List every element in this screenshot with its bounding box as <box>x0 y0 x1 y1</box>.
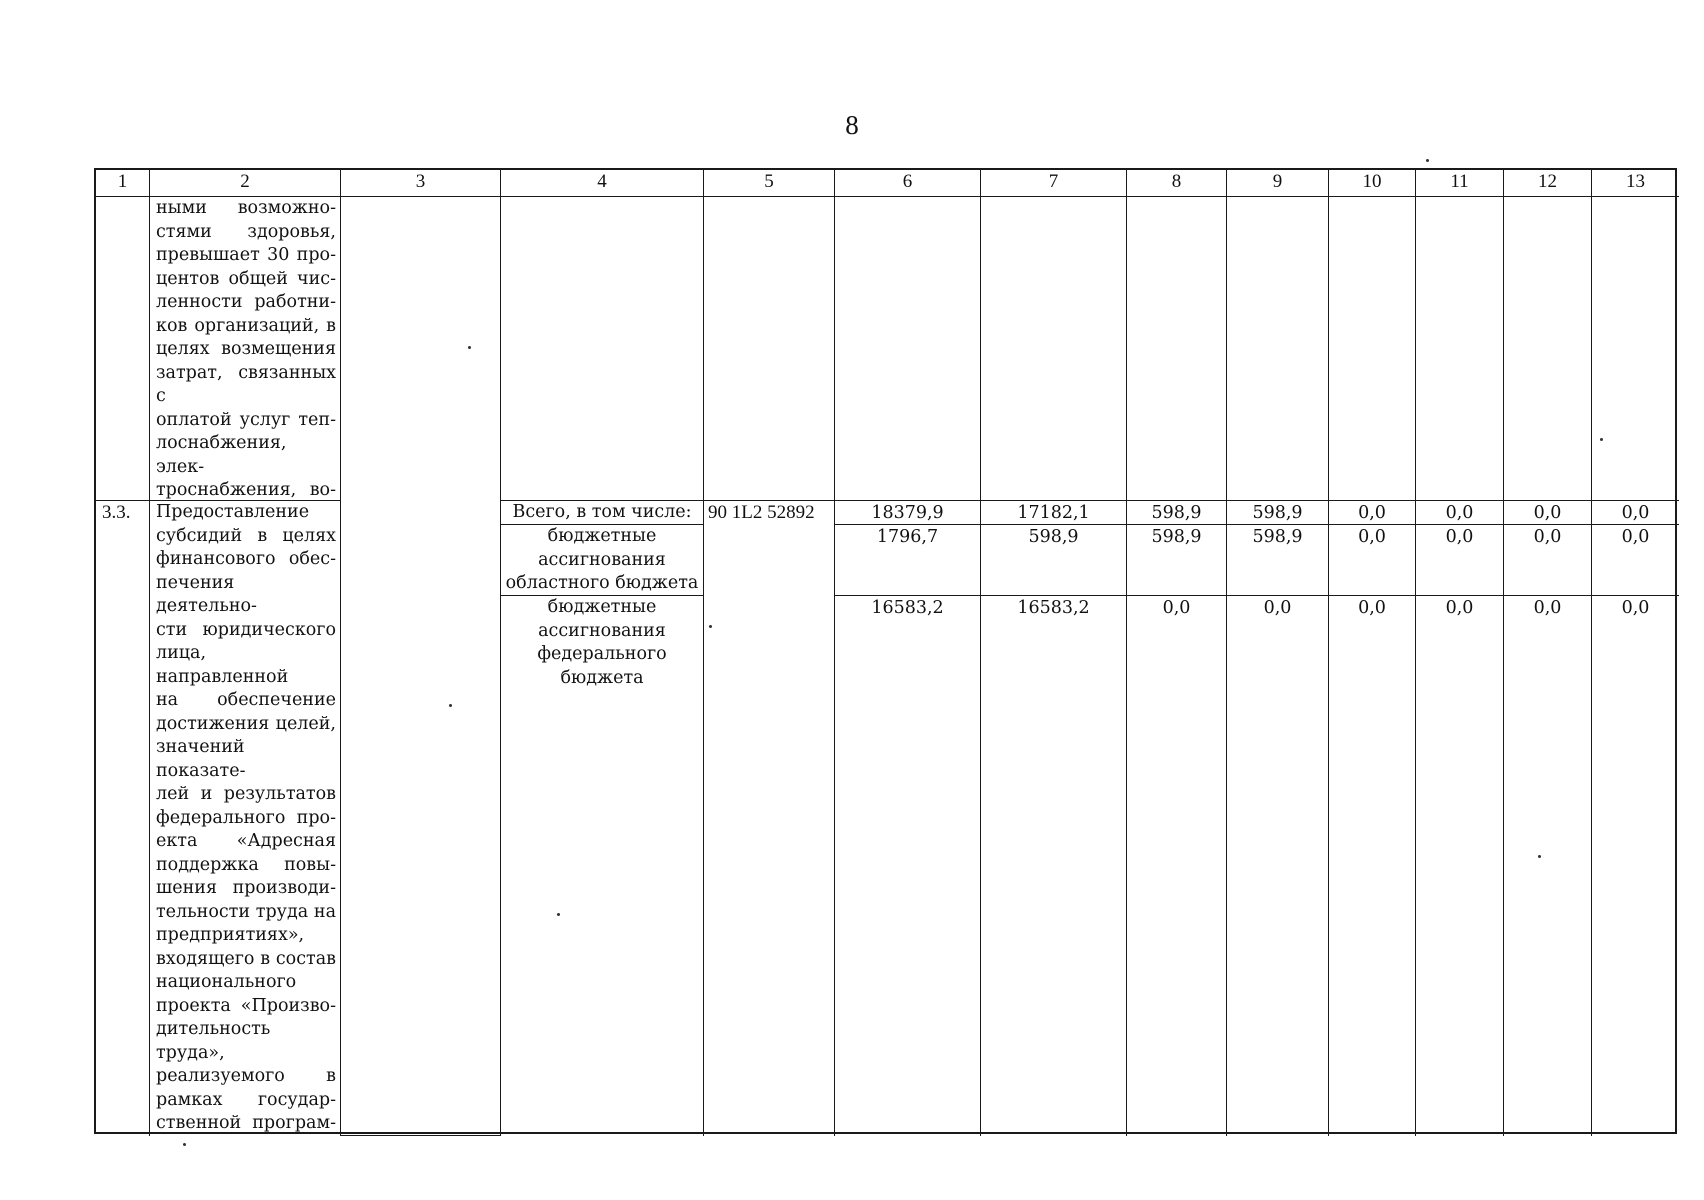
value-col-13: 0,0 <box>1592 501 1679 525</box>
text-line: национального <box>156 972 297 992</box>
column-header: 9 <box>1227 170 1329 197</box>
value-col-6: 16583,2 <box>835 596 981 1136</box>
text-line: затрат, связанных с <box>156 362 336 406</box>
column-header: 1 <box>96 170 150 197</box>
text-line: значений показате- <box>156 737 246 781</box>
text-line: ленности работни- <box>156 292 336 312</box>
text-line: достижения целей, <box>156 713 336 734</box>
empty-cell <box>981 197 1127 501</box>
column-header: 12 <box>1504 170 1592 197</box>
value-col-13: 0,0 <box>1592 525 1679 596</box>
text-line: ственной програм- <box>156 1113 336 1133</box>
empty-cell <box>96 197 150 501</box>
text-line: реализуемого в <box>156 1066 336 1086</box>
text-line: шения производи- <box>156 878 336 898</box>
text-line: поддержка повы- <box>156 854 336 875</box>
column-header: 3 <box>341 170 501 197</box>
text-line: Предоставление <box>156 502 310 522</box>
empty-cell <box>704 197 835 501</box>
value-col-11: 0,0 <box>1416 501 1504 525</box>
empty-cell <box>341 596 501 1136</box>
text-line: сти юридического <box>156 619 336 640</box>
text-line: на обеспечение <box>156 690 336 710</box>
text-line: рамках государ- <box>156 1089 336 1110</box>
text-line: троснабжения, во- <box>156 480 336 500</box>
empty-cell <box>1329 197 1416 501</box>
text-line: дительность труда», <box>156 1019 271 1063</box>
empty-cell <box>1127 197 1227 501</box>
value-col-12: 0,0 <box>1504 525 1592 596</box>
value-col-7: 598,9 <box>981 525 1127 596</box>
empty-cell <box>1227 197 1329 501</box>
value-col-8: 0,0 <box>1127 596 1227 1136</box>
scan-speck <box>557 913 560 916</box>
value-col-13: 0,0 <box>1621 598 1650 618</box>
text-line: тельности труда на <box>156 901 336 922</box>
scan-speck <box>1600 438 1603 441</box>
empty-cell <box>1504 197 1592 501</box>
value-col-8: 598,9 <box>1127 525 1227 596</box>
value-col-12: 0,0 <box>1504 501 1592 525</box>
text-line: субсидий в целях <box>156 525 336 546</box>
column-header: 7 <box>981 170 1127 197</box>
continuation-description <box>150 197 341 501</box>
empty-cell <box>501 197 704 501</box>
text-line: печения деятельно- <box>156 572 257 616</box>
value-col-7: 16583,2 <box>981 596 1127 1136</box>
text-line: лица, направленной <box>156 643 289 687</box>
funding-label-total: Всего, в том числе: <box>501 501 704 525</box>
funding-label-federal: бюджетные ассигнования федерального бюджета <box>501 596 704 1136</box>
text-line: оплатой услуг теп- <box>156 409 336 430</box>
value-col-11: 0,0 <box>1416 596 1504 1136</box>
text-line: целях возмещения <box>156 339 336 359</box>
column-header: 2 <box>150 170 341 197</box>
text-line: превышает 30 про- <box>156 245 336 265</box>
value-col-10: 0,0 <box>1329 596 1416 1136</box>
scan-speck <box>709 625 712 628</box>
text-line: лей и результатов <box>156 784 336 804</box>
empty-cell <box>1592 197 1679 501</box>
column-header: 4 <box>501 170 704 197</box>
scan-speck <box>1538 855 1541 858</box>
text-line: федерального про- <box>156 807 336 828</box>
text-line: входящего в состав <box>156 948 336 969</box>
text-line <box>156 1136 336 1137</box>
funding-label-regional: бюджетные ассигнования областного бюджета <box>501 525 704 596</box>
text-line: екта «Адресная <box>156 831 336 851</box>
value-col-9: 0,0 <box>1227 596 1329 1136</box>
text-line: стями здоровья, <box>156 221 336 242</box>
scan-speck <box>468 346 471 349</box>
text-line: ков организаций, в <box>156 315 336 336</box>
text-line: ными возможно- <box>156 198 336 218</box>
budget-table <box>94 168 1677 1134</box>
value-col-6: 1796,7 <box>835 525 981 596</box>
value-col-7: 17182,1 <box>981 501 1127 525</box>
budget-code: 90 1L2 52892 <box>704 501 835 1136</box>
column-header: 10 <box>1329 170 1416 197</box>
column-header: 11 <box>1416 170 1504 197</box>
text-line: финансового обес- <box>156 549 336 569</box>
empty-cell <box>835 197 981 501</box>
column-header: 6 <box>835 170 981 197</box>
column-header: 8 <box>1127 170 1227 197</box>
empty-cell <box>1416 197 1504 501</box>
value-col-9: 598,9 <box>1227 525 1329 596</box>
value-col-10: 0,0 <box>1329 501 1416 525</box>
row-description <box>150 501 341 1136</box>
column-header: 5 <box>704 170 835 197</box>
text-line: лоснабжения, элек- <box>156 433 287 477</box>
value-col-11: 0,0 <box>1416 525 1504 596</box>
column-header: 13 <box>1592 170 1679 197</box>
scan-speck <box>183 1143 186 1146</box>
text-line: предприятиях», <box>156 925 305 945</box>
value-col-12: 0,0 <box>1504 596 1592 1136</box>
scan-speck <box>449 704 452 707</box>
value-col-6: 18379,9 <box>835 501 981 525</box>
scan-speck <box>1426 159 1429 162</box>
row-number: 3.3. <box>96 501 150 1136</box>
page-number: 8 <box>845 110 859 140</box>
value-col-9: 598,9 <box>1227 501 1329 525</box>
value-col-10: 0,0 <box>1329 525 1416 596</box>
text-line: центов общей чис- <box>156 268 336 289</box>
value-col-8: 598,9 <box>1127 501 1227 525</box>
text-line: проекта «Произво- <box>156 995 336 1016</box>
